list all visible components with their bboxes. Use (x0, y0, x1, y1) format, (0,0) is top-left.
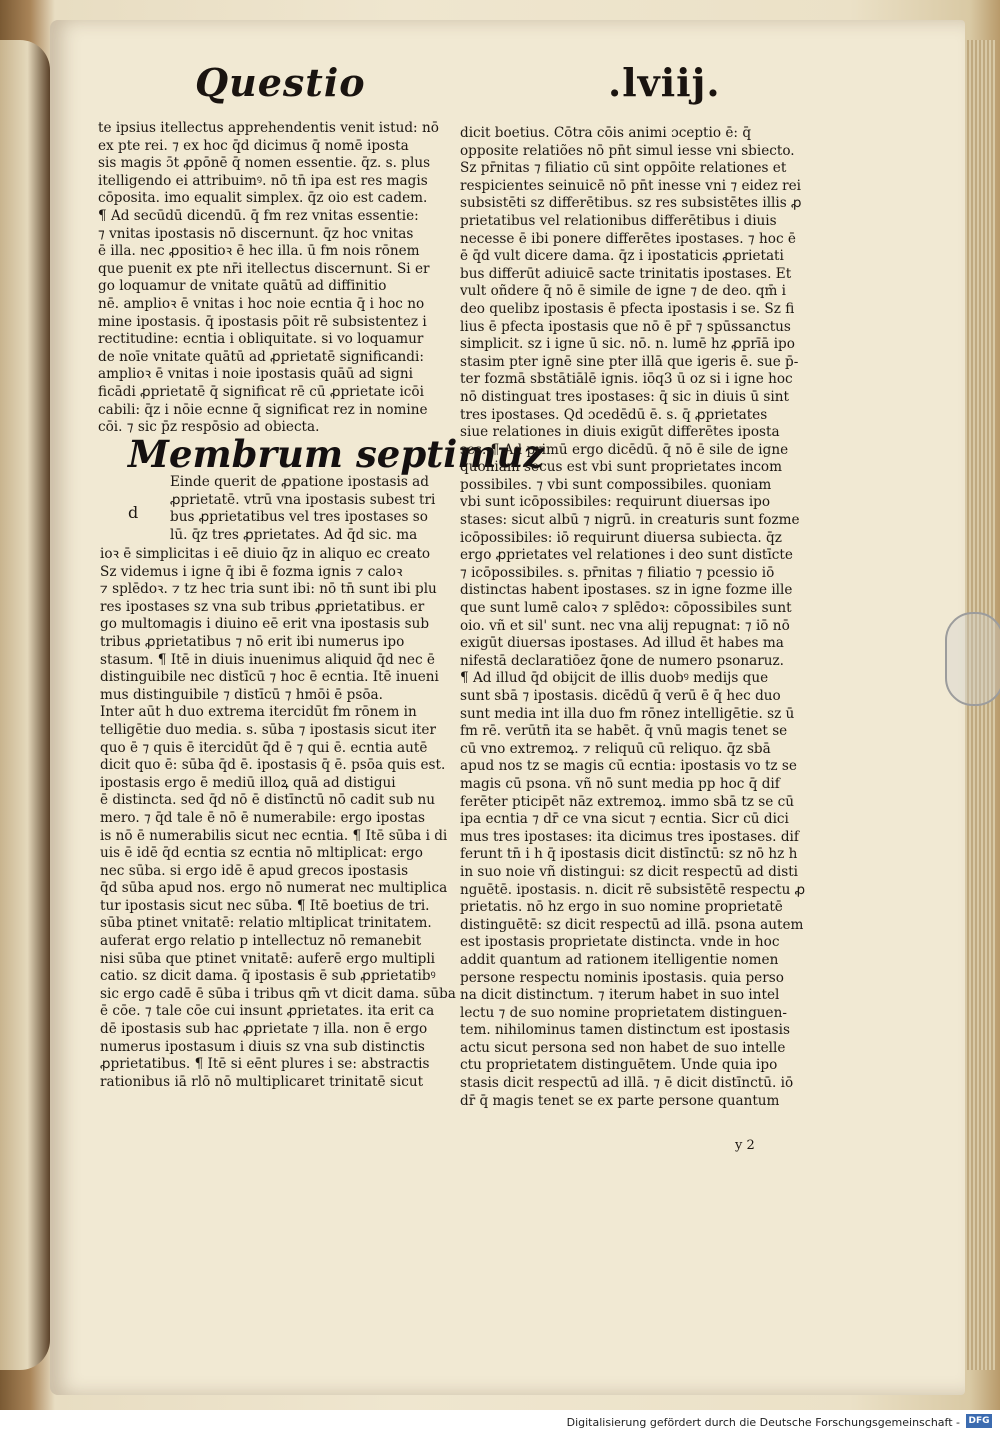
text-line: dē ipostasis sub hac ꝓprietate ⁊ illa. non ē ergo (100, 1021, 428, 1038)
text-line: mine ipostasis. q̄ ipostasis pōit rē subsistentez i (98, 313, 427, 330)
page-clip (945, 612, 1000, 706)
text-line: mero. ⁊ q̄d tale ē nō ē numerabile: ergo ipostas (100, 809, 425, 826)
text-line: is nō ē numerabilis sicut nec ecntia. ¶ Itē sūba i di (100, 827, 448, 844)
text-line: est ipostasis proprietate distincta. vnde in hoc (460, 934, 780, 951)
left-column-top (98, 120, 458, 437)
inset-text (170, 474, 460, 544)
text-line: ex pte rei. ⁊ ex hoc q̄d dicimus q̄ nomē iposta (98, 137, 409, 154)
text-line: itelligendo ei attribuimꝰ. nō tn̄ ipa est res magis (98, 172, 428, 189)
text-line: dr̄ q̄ magis tenet se ex parte persone quantum (460, 1092, 780, 1109)
text-line: nē. amplioꝛ ē vnitas i hoc noie ecntia q̄ i hoc no (98, 295, 425, 312)
text-line: sunt media int illa duo fm rōnez intelligētie. sz ū (460, 705, 795, 722)
text-line: ¶ Ad secūdū dicendū. q̄ fm rez vnitas essentie: (98, 207, 419, 224)
text-line: fm rē. verūtn̄ ita se habēt. q̄ vnū magis tenet se (460, 723, 788, 740)
text-line: sic ergo cadē ē sūba i tribus qm̄ vt dicit dama. sūba (100, 985, 456, 1002)
text-line: nō distinguat tres ipostases: q̄ sic in diuis ū sint (460, 388, 789, 405)
footer-credit: Digitalisierung gefördert durch die Deutsche Forschungsgemeinschaft - (566, 1416, 960, 1429)
text-line: actu sicut persona sed non habet de suo intelle (460, 1039, 786, 1056)
text-line: mus tres ipostases: ita dicimus tres ipostases. dif (460, 828, 799, 845)
text-line: prietatis. nō h̄z ergo in suo nomine proprietatē (460, 899, 783, 916)
text-line: cū vno extremoꝝ. ⁊ reliquū cū reliquo. q̄z sbā (460, 740, 771, 757)
text-line: res ipostases sz vna sub tribus ꝓprietatibus. er (100, 598, 425, 615)
text-line: vult oñdere q̄ nō ē simile de igne ⁊ de deo. qm̄ i (460, 283, 787, 300)
text-line: nguētē. ipostasis. n. dicit rē subsistētē respectu ꝓ (460, 881, 806, 898)
text-line: ꝓprietatibus. ¶ Itē si eēnt plures i se: abstractis (100, 1056, 430, 1073)
text-line: amplioꝛ ē vnitas i noie ipostasis quāū ad signi (98, 366, 413, 383)
text-line: sis magis ɔ̄t ꝓpōnē q̄ nomen essentie. q̄z. s. plus (98, 155, 431, 172)
text-line: rationibus iā rlō nō multiplicaret trinitatē sicut (100, 1073, 424, 1090)
text-line: go loquamur de vnitate quātū ad diffinitio (98, 278, 387, 295)
text-line: in suo noie vñ distingui: sz dicit respectū ad disti (460, 863, 798, 880)
text-line: siue relationes in diuis exigūt differētes iposta (460, 424, 780, 441)
text-line: q̄d sūba apud nos. ergo nō numerat nec multiplica (100, 880, 448, 897)
text-line: tribus ꝓprietatibus ⁊ nō erit ibi numerus ipo (100, 633, 405, 650)
text-line: sūba ptinet vnitatē: relatio mltiplicat trinitatem. (100, 915, 432, 932)
text-line: dicit boetius. Cōtra cōis animi ɔceptio ē: q̄ (460, 125, 752, 141)
text-line: opposite relatiões nō pn̄t simul iesse vni sbiecto. (460, 142, 795, 159)
text-line: Einde querit de ꝓpatione ipostasis ad (170, 474, 429, 490)
text-line: lū. q̄z tres ꝓprietates. Ad q̄d sic. ma (170, 526, 418, 543)
text-line: nifestā declaratiōez q̄one de numero psonaruz. (460, 652, 784, 669)
text-line: ioꝛ ē simplicitas i eē diuio q̄z in aliquo ec creato (100, 546, 431, 562)
text-line: cabili: q̄z i nōie ecnne q̄ significat rez in nomine (98, 401, 428, 418)
left-column-bottom (100, 546, 460, 1091)
text-line: quoniam secus est vbi sunt proprietates incom (460, 459, 783, 476)
text-line: respicientes seinuicē nō pn̄t inesse vni ⁊ eidez rei (460, 177, 801, 194)
text-line: bus differūt adiuicē sacte trinitatis ipostases. Et (460, 265, 792, 282)
text-line: ē q̄d vult dicere dama. q̄z i ipostaticis ꝓprietati (460, 248, 784, 265)
text-line: ē distincta. sed q̄d nō ē distīnctū nō cadit sub nu (100, 792, 435, 809)
text-line: cōposita. imo equalit̄ simplex. q̄z oio est cadem. (98, 190, 428, 207)
running-head-left: Questio (195, 60, 366, 105)
text-line: ter fozmā sbstātiālē ignis. iōq3 ū oz si i igne hoc (460, 371, 793, 388)
text-line: dicit quo ē: sūba q̄d ē. ipostasis q̄ ē. psōa quis est. (100, 757, 446, 774)
text-line: necesse ē ibi ponere differētes ipostases. ⁊ hoc ē (460, 230, 796, 247)
facing-page-edge (0, 40, 50, 1370)
dfg-logo[interactable]: DFG (966, 1414, 992, 1428)
text-line: ¶ Ad illud q̄d obijcit de illis duobꝰ medijs que (460, 670, 769, 687)
text-line: stasis dicit respectū ad illā. ⁊ ē dicit distīnctū. iō (460, 1075, 794, 1092)
text-line: ipa ecntia ⁊ dr̄ ce vna sicut ⁊ ecntia. Sicr cū dici (460, 811, 789, 828)
text-line: Inter aūt h̄ duo extrema itercidūt fm rōnem in (100, 704, 417, 721)
text-line: possibiles. ⁊ vbi sunt compossibiles. quoniam (460, 476, 772, 493)
text-line: persone respectu nominis ipostasis. quia perso (460, 969, 784, 986)
membrum-heading: Membrum septimuz (128, 432, 545, 476)
text-line: tres ipostases. Qd ɔcedēdū ē. s. q̄ ꝓprietates (460, 406, 768, 423)
text-line: te ipsius itellectus apprehendentis venit istud: nō (98, 120, 439, 136)
text-line: quo ē ⁊ quis ē itercidūt q̄d ē ⁊ qui ē. ecntia autē (100, 739, 428, 756)
text-line: distinguibile nec distīcū ⁊ hoc ē ecntia. Itē inueni (100, 669, 439, 686)
text-line: subsistēti sz differētibus. sz res subsistētes illis ꝓ (460, 195, 802, 212)
text-line: lius ē pfecta ipostasis que nō ē pr̄ ⁊ spūssanctus (460, 318, 791, 335)
text-line: tem. nihilominus tamen distinctum est ipostasis (460, 1022, 790, 1039)
text-line: bus ꝓprietatibus vel tres ipostases so (170, 509, 428, 526)
text-line: de noīe vnitate quātū ad ꝓprietatē significandi: (98, 348, 424, 365)
text-line: nisi sūba que ptinet vnitatē: auferē ergo multipli (100, 950, 436, 967)
text-line: ferēter pticipēt nāz extremoꝝ. immo sbā tz se cū (460, 793, 794, 810)
text-line: catio. sz dicit dama. q̄ ipostasis ē sub ꝓprietatibꝰ (100, 968, 436, 985)
text-line: ⁊ vnitas ipostasis nō discernunt. q̄z hoc vnitas (98, 225, 414, 242)
right-column (460, 125, 832, 1110)
text-line: ipostasis ergo ē mediū illoꝝ quā ad distigui (100, 774, 396, 791)
text-line: Sz videmus i igne q̄ ibi ē fozma ignis ⁊ caloꝛ (100, 563, 403, 580)
text-line: ctu proprietatem distinguētem. Unde quia ipo (460, 1057, 778, 1074)
text-line: telligētie duo media. s. sūba ⁊ ipostasis sicut iter (100, 721, 436, 738)
text-line: stasum. ¶ Itē in diuis inuenimus aliquid q̄d nec ē (100, 651, 435, 668)
initial-letter: d (128, 503, 139, 522)
text-line: oio. vñ et sil' sunt. nec vna alij repugnat: ⁊ iō nō (460, 617, 790, 634)
text-line: exigūt diuersas ipostases. Ad illud ēt habes ma (460, 635, 784, 652)
text-line: numerus ipostasum i diuis sz vna sub distinctis (100, 1038, 425, 1055)
text-line: magis cū psona. vñ nō sunt media pp hoc q̄ dif (460, 775, 780, 792)
text-line: ē illa. nec ꝓpositioꝛ ē hec illa. ū fm nois rōnem (98, 243, 420, 260)
text-line: auferat ergo relatio p intellectuz nō remanebit (100, 933, 422, 950)
text-line: distinguētē: sz dicit respectū ad illā. psona autem (460, 916, 804, 933)
text-line: stases: sicut albū ⁊ nigrū. in creaturis sunt fozme (460, 512, 800, 529)
text-line: ⁊ icōpossibiles. s. pr̄nitas ⁊ filiatio ⁊ pcessio iō (460, 564, 775, 581)
text-line: go multomagis i diuino eē erit vna ipostasis sub (100, 616, 430, 633)
text-line: que puenit ex pte nr̄i itellectus discernunt. Si er (98, 260, 430, 277)
text-line: ferunt tn̄ i h q̄ ipostasis dicit distīnctū: sz nō h̄z h (460, 846, 798, 863)
text-line: tur ipostasis sicut nec sūba. ¶ Itē boetius de tri. (100, 897, 430, 914)
text-line: nec sūba. si ergo idē ē apud grecos ipostasis (100, 862, 409, 879)
text-line: uis ē idē q̄d ecntia sz ecntia nō mltiplicat: ergo (100, 845, 423, 862)
text-line: apud nos tz se magis cū ecntia: ipostasis vo tz se (460, 758, 797, 775)
text-line: ses. ¶ Ad primū ergo dicēdū. q̄ nō ē sile de igne (460, 441, 789, 458)
text-line: ⁊ splēdoꝛ. ⁊ tz hec tria sunt ibi: nō tn̄ sunt ibi plu (100, 581, 437, 598)
text-line: vbi sunt icōpossibiles: requirunt diuersas ipo (460, 494, 771, 511)
text-line: sunt sbā ⁊ ipostasis. dicēdū q̄ verū ē q̄ hec duo (460, 688, 781, 704)
text-line: que sunt lumē caloꝛ ⁊ splēdoꝛ: cōpossibiles sunt (460, 600, 792, 617)
text-line: distinctas habent ipostases. sz in igne fozme ille (460, 582, 793, 599)
text-line: ergo ꝓprietates vel relationes i deo sunt distīcte (460, 547, 793, 564)
text-line: simplicit̄. sz i igne ū sic. nō. n. lumē h̄z ꝓprīā ipo (460, 336, 795, 353)
running-head-right: .lviij. (608, 60, 721, 105)
text-line: na dicit distinctum. ⁊ iterum habet in suo intel (460, 987, 780, 1004)
text-line: lectu ⁊ de suo nomine proprietatem distinguen- (460, 1004, 787, 1021)
text-line: icōpossibiles: iō requirunt diuersa subiecta. q̄z (460, 529, 782, 546)
text-line: mus distinguibile ⁊ distīcū ⁊ hmōi ē psōa. (100, 686, 383, 703)
text-line: deo quelibz ipostasis ē pfecta ipostasis i se. Sz fi (460, 300, 795, 317)
text-line: Sz pr̄nitas ⁊ filiatio cū sint oppōite relationes et (460, 160, 787, 177)
text-line: stasim pter ignē sine pter illā que igeris ē. sue p̄- (460, 353, 799, 370)
text-line: addit quantum ad rationem itelligentie nomen (460, 951, 779, 968)
text-line: ē cōe. ⁊ tale cōe cui insunt ꝓprietates. ita erit ca (100, 1003, 435, 1020)
text-line: rectitudine: ecntia i obliquitate. si vo loquamur (98, 331, 424, 348)
text-line: ꝓprietatē. vtrū vna ipostasis subest tri (170, 491, 436, 508)
text-line: ficādi ꝓprietatē q̄ significat rē cū ꝓprietate icōi (98, 383, 424, 400)
text-line: prietatibus vel relationibus differētibus i diuis (460, 212, 777, 229)
text-line: cōi. ⁊ sic p̄z respōsio ad obiecta. (98, 419, 320, 436)
signature-mark: y 2 (735, 1138, 755, 1153)
